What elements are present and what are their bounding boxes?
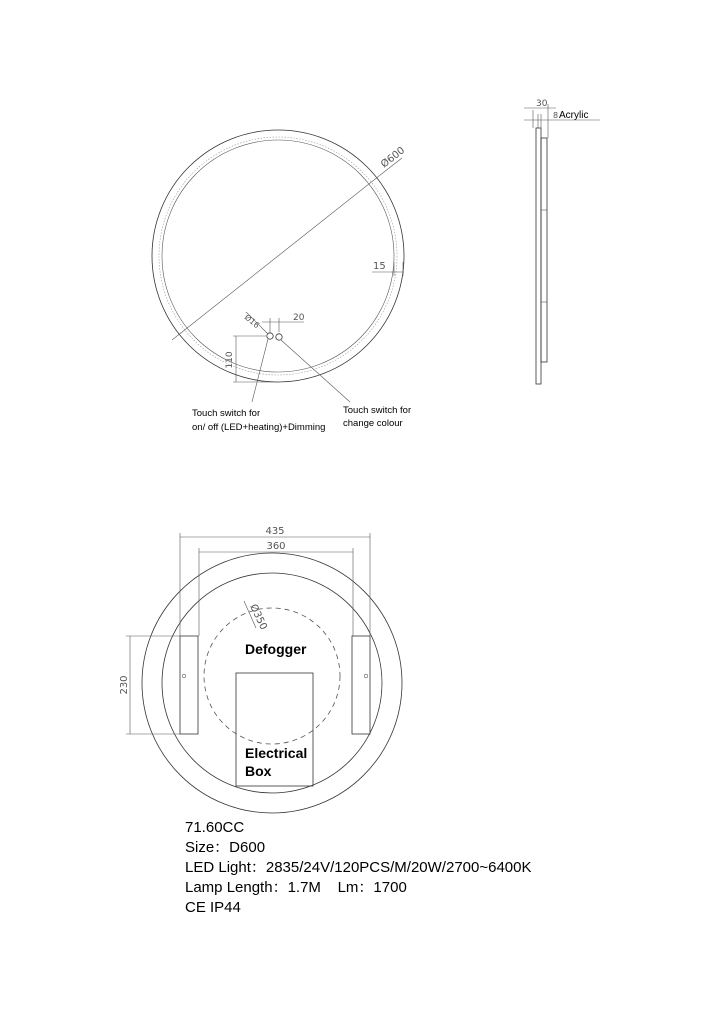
bracket-height-label: 230	[119, 675, 130, 695]
power-switch-leader	[252, 339, 268, 402]
right-bracket-hole	[364, 674, 368, 678]
spec-led: LED Light：2835/24V/120PCS/M/20W/2700~6400K	[185, 859, 532, 876]
spec-model: 71.60CC	[185, 819, 245, 836]
inner-width-label: 360	[266, 541, 286, 552]
left-bracket-hole	[182, 674, 186, 678]
left-bracket	[180, 636, 198, 734]
border-label: 15	[373, 261, 386, 272]
spec-size: Size：D600	[185, 839, 266, 856]
diameter-line	[172, 172, 384, 340]
side-frame	[541, 138, 547, 362]
electrical-box-label-line2: Box	[245, 763, 272, 779]
side-depth-label: 30	[536, 99, 548, 109]
spacing-label: 20	[293, 313, 305, 323]
right-bracket	[352, 636, 370, 734]
diameter-label: Ø600	[379, 145, 408, 171]
front-view	[152, 130, 411, 433]
side-acrylic-value: 8	[553, 111, 559, 120]
spec-cert: CE IP44	[185, 899, 241, 916]
spec-lamp: Lamp Length：1.7M Lm：1700	[185, 879, 407, 896]
power-switch-note-line1: Touch switch for	[192, 408, 261, 419]
power-switch-note-line2: on/ off (LED+heating)+Dimming	[192, 422, 326, 433]
colour-switch-note-line1: Touch switch for	[343, 405, 412, 416]
outer-width-label: 435	[265, 526, 285, 537]
electrical-box-label-line1: Electrical	[245, 745, 308, 761]
switch-diameter-label: Ø16	[242, 312, 262, 331]
specifications	[185, 818, 531, 918]
defogger-dim-label: Ø350	[247, 602, 269, 632]
height-label: 110	[225, 351, 235, 369]
back-view	[119, 526, 402, 813]
side-glass	[536, 128, 541, 384]
side-view	[524, 99, 600, 384]
defogger-circle	[204, 608, 340, 744]
side-acrylic-label: Acrylic	[559, 110, 589, 121]
colour-switch-icon	[276, 334, 282, 340]
back-outer-circle	[142, 553, 402, 813]
defogger-label: Defogger	[245, 641, 307, 657]
colour-switch-note-line2: change colour	[343, 418, 403, 429]
